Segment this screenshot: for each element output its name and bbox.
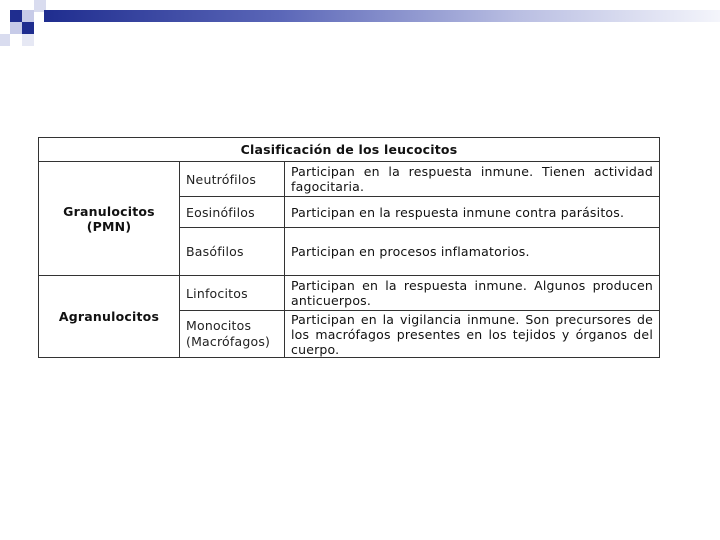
group-cell-agranulocitos <box>39 276 180 358</box>
cell-type <box>180 311 285 358</box>
decor-gradient-bar <box>44 10 720 22</box>
decor-square <box>22 22 34 34</box>
table-row <box>39 162 660 197</box>
decor-square <box>22 34 34 46</box>
cell-description: Participan en la vigilancia inmune. Son precursores de los macrófagos presentes en los tejidos y órganos del cuerpo. <box>285 311 660 358</box>
table-row <box>39 276 660 311</box>
cell-description: Participan en la respuesta inmune. Tienen actividad fagocitaria. <box>285 162 660 197</box>
group-name: Granulocitos <box>63 203 155 219</box>
leukocyte-table <box>38 137 660 358</box>
cell-type: Neutrófilos <box>180 162 285 197</box>
table-title: Clasificación de los leucocitos <box>39 138 660 162</box>
decor-square <box>10 22 22 34</box>
decor-square <box>0 34 10 46</box>
group-cell-granulocitos <box>39 162 180 276</box>
cell-type: Eosinófilos <box>180 197 285 228</box>
cell-description: Participan en la respuesta inmune contra parásitos. <box>285 197 660 228</box>
cell-type: Basófilos <box>180 228 285 276</box>
group-subname: (PMN) <box>86 218 132 234</box>
group-name: Agranulocitos <box>58 309 160 324</box>
decor-square <box>22 10 34 22</box>
cell-description: Participan en procesos inflamatorios. <box>285 228 660 276</box>
cell-description: Participan en la respuesta inmune. Algunos producen anticuerpos. <box>285 276 660 311</box>
cell-type: Linfocitos <box>180 276 285 311</box>
cell-type-line1: Monocitos <box>186 318 252 333</box>
decor-square <box>10 10 22 22</box>
cell-type-line2: (Macrófagos) <box>186 334 271 349</box>
